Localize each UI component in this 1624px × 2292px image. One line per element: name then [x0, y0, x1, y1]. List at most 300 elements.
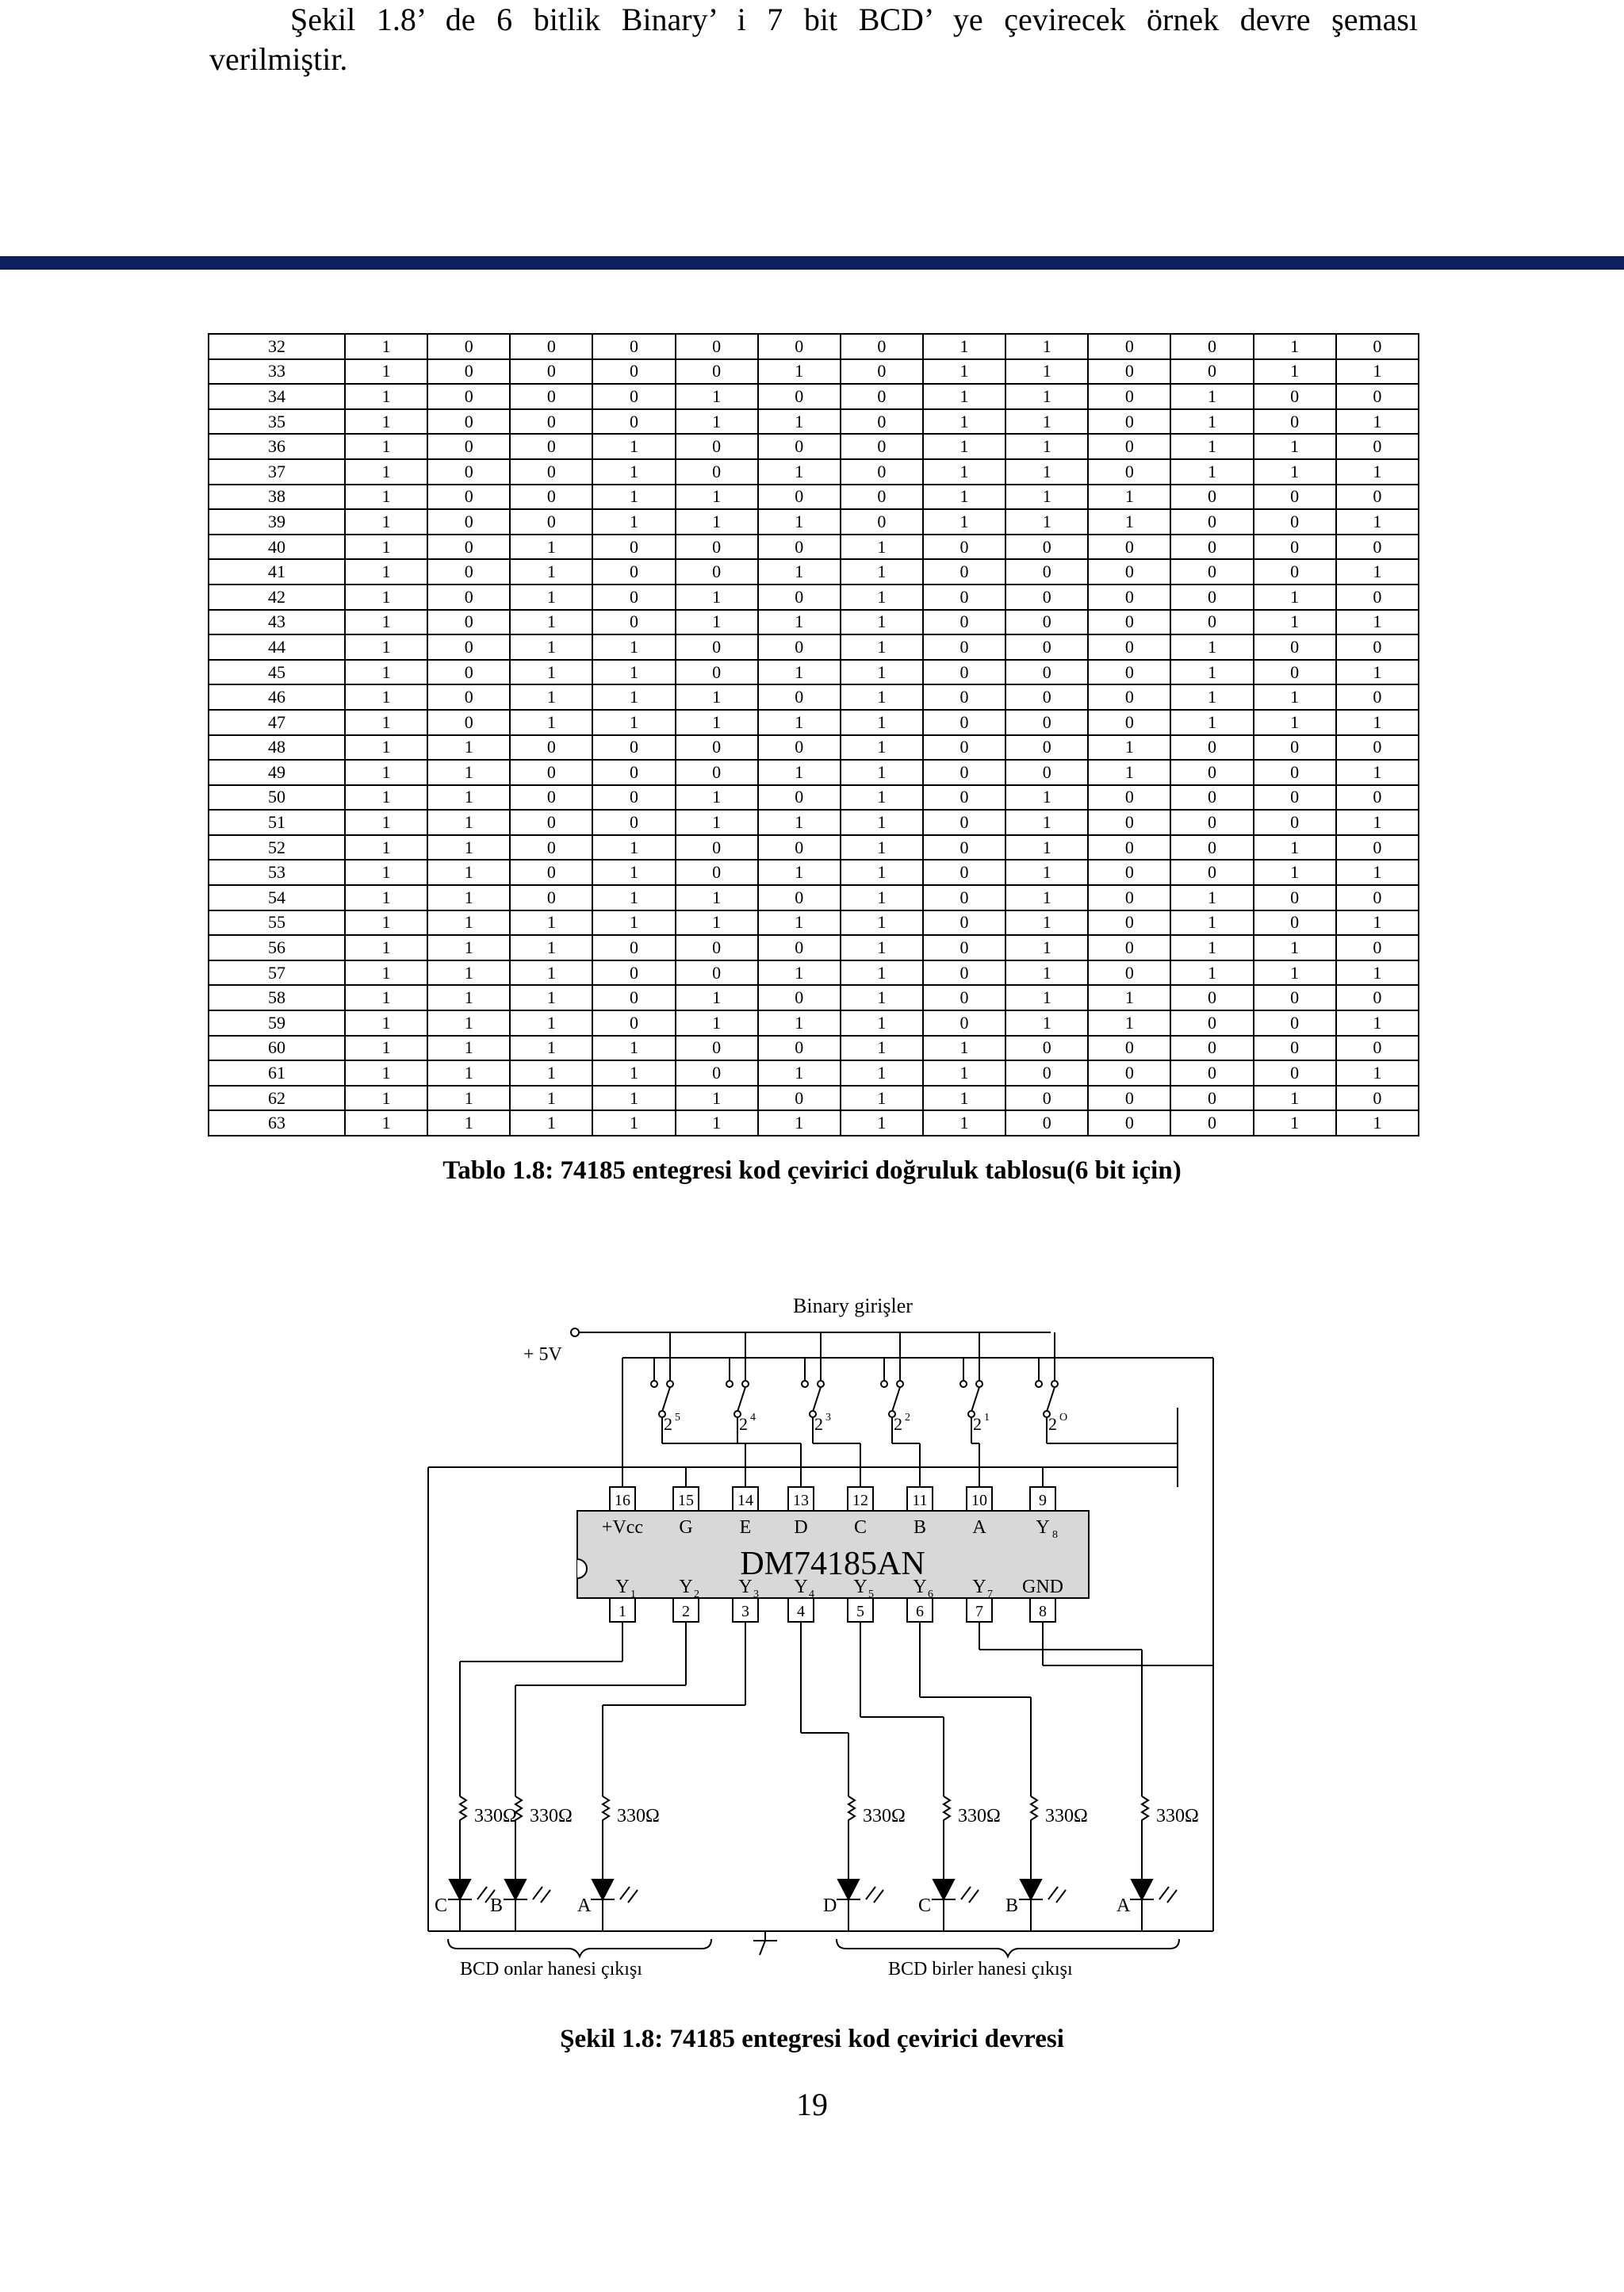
- pin-signal: B: [913, 1517, 927, 1538]
- bit-cell: 0: [841, 485, 923, 510]
- table-row: [209, 860, 1419, 885]
- row-index-cell: 61: [209, 1060, 345, 1086]
- bit-cell: 0: [427, 509, 510, 535]
- bit-cell: 1: [345, 785, 427, 811]
- bit-cell: 1: [345, 660, 427, 685]
- bit-cell: 1: [345, 1010, 427, 1036]
- bit-cell: 1: [758, 559, 841, 584]
- led-icon: [592, 1880, 613, 1899]
- bit-cell: 0: [1088, 535, 1170, 560]
- row-index-cell: 33: [209, 359, 345, 385]
- bit-cell: 1: [427, 860, 510, 885]
- led-label: C: [435, 1895, 448, 1916]
- bit-cell: 0: [758, 835, 841, 860]
- bit-cell: 0: [510, 434, 592, 459]
- bit-cell: 0: [592, 760, 675, 785]
- row-index-cell: 40: [209, 535, 345, 560]
- bit-cell: 1: [676, 710, 758, 735]
- bit-cell: 0: [758, 1036, 841, 1061]
- row-index-cell: 49: [209, 760, 345, 785]
- bit-cell: 0: [1336, 434, 1419, 459]
- bit-cell: 0: [676, 359, 758, 385]
- bit-cell: 1: [758, 459, 841, 485]
- bit-cell: 0: [841, 359, 923, 385]
- bit-cell: 0: [1170, 1110, 1253, 1136]
- bit-cell: 0: [676, 735, 758, 761]
- bit-cell: 1: [676, 785, 758, 811]
- switch-exponent: 2: [905, 1412, 910, 1424]
- bit-cell: 0: [510, 810, 592, 835]
- bit-cell: 1: [1005, 810, 1088, 835]
- circuit-diagram: [412, 1289, 1221, 1979]
- bit-cell: 1: [841, 885, 923, 910]
- bit-cell: 0: [427, 610, 510, 635]
- bit-cell: 0: [1170, 535, 1253, 560]
- bit-cell: 1: [1088, 760, 1170, 785]
- bit-cell: 1: [923, 1086, 1005, 1111]
- bit-cell: 0: [758, 935, 841, 960]
- bit-cell: 1: [676, 810, 758, 835]
- bit-cell: 0: [510, 735, 592, 761]
- bit-cell: 0: [1005, 634, 1088, 660]
- bit-cell: 1: [510, 1086, 592, 1111]
- bit-cell: 1: [345, 760, 427, 785]
- pin-signal: Y: [615, 1577, 630, 1597]
- pin-signal-subscript: 4: [809, 1589, 814, 1600]
- bit-cell: 0: [923, 935, 1005, 960]
- bit-cell: 0: [758, 535, 841, 560]
- bit-cell: 0: [592, 584, 675, 610]
- bit-cell: 0: [841, 459, 923, 485]
- bit-cell: 0: [1088, 785, 1170, 811]
- bit-cell: 0: [1254, 785, 1336, 811]
- bit-cell: 0: [1254, 735, 1336, 761]
- bit-cell: 0: [1005, 559, 1088, 584]
- bit-cell: 0: [1088, 1086, 1170, 1111]
- bit-cell: 1: [758, 660, 841, 685]
- table-row: [209, 559, 1419, 584]
- tens-output-label: BCD onlar hanesi çıkışı: [460, 1959, 642, 1979]
- bit-cell: 0: [1170, 1060, 1253, 1086]
- bit-cell: 0: [676, 459, 758, 485]
- resistor-label: 330Ω: [474, 1806, 517, 1826]
- bit-cell: 1: [1336, 610, 1419, 635]
- bit-cell: 1: [510, 634, 592, 660]
- bit-cell: 1: [841, 584, 923, 610]
- bit-cell: 1: [510, 710, 592, 735]
- bit-cell: 1: [1336, 860, 1419, 885]
- bit-cell: 1: [345, 960, 427, 986]
- bit-cell: 1: [841, 985, 923, 1010]
- pin-signal: E: [739, 1517, 752, 1538]
- bit-cell: 0: [676, 559, 758, 584]
- pin-number: 11: [912, 1492, 928, 1509]
- bit-cell: 1: [345, 409, 427, 435]
- bit-cell: 1: [345, 835, 427, 860]
- bit-cell: 1: [758, 409, 841, 435]
- bit-cell: 0: [758, 1086, 841, 1111]
- bit-cell: 0: [510, 835, 592, 860]
- truth-table: [208, 333, 1419, 1136]
- bit-cell: 1: [923, 434, 1005, 459]
- pin-signal: G: [679, 1517, 693, 1538]
- row-index-cell: 56: [209, 935, 345, 960]
- bit-cell: 1: [592, 660, 675, 685]
- bit-cell: 0: [510, 334, 592, 359]
- bit-cell: 0: [1254, 760, 1336, 785]
- led-icon: [1021, 1880, 1041, 1899]
- bit-cell: 1: [345, 1036, 427, 1061]
- resistor: [460, 1796, 466, 1844]
- bit-cell: 0: [592, 409, 675, 435]
- bit-cell: 1: [510, 935, 592, 960]
- bit-cell: 1: [676, 1010, 758, 1036]
- bit-cell: 1: [345, 509, 427, 535]
- bit-cell: 0: [1088, 409, 1170, 435]
- switch-label: 2: [664, 1414, 672, 1434]
- bit-cell: 1: [841, 935, 923, 960]
- bit-cell: 0: [1088, 960, 1170, 986]
- resistor: [1031, 1796, 1037, 1844]
- bit-cell: 1: [345, 935, 427, 960]
- table-row: [209, 710, 1419, 735]
- binary-inputs-label: Binary girişler: [793, 1294, 913, 1317]
- bit-cell: 0: [1170, 334, 1253, 359]
- bit-cell: 0: [1088, 1060, 1170, 1086]
- row-index-cell: 32: [209, 334, 345, 359]
- resistor: [944, 1796, 950, 1844]
- bit-cell: 1: [592, 1036, 675, 1061]
- bit-cell: 0: [1088, 860, 1170, 885]
- bit-cell: 0: [1170, 785, 1253, 811]
- bit-cell: 0: [923, 960, 1005, 986]
- bit-cell: 0: [1088, 684, 1170, 710]
- bit-cell: 0: [427, 559, 510, 584]
- bit-cell: 1: [841, 860, 923, 885]
- bit-cell: 0: [758, 384, 841, 409]
- pin-number: 9: [1039, 1492, 1047, 1509]
- bit-cell: 1: [345, 384, 427, 409]
- bit-cell: 0: [510, 384, 592, 409]
- pin-number: 7: [975, 1603, 983, 1620]
- bit-cell: 1: [1254, 960, 1336, 986]
- bit-cell: 1: [1336, 660, 1419, 685]
- bit-cell: 1: [427, 1110, 510, 1136]
- bit-cell: 1: [676, 1086, 758, 1111]
- bit-cell: 1: [427, 960, 510, 986]
- bit-cell: 1: [923, 359, 1005, 385]
- resistor: [848, 1796, 855, 1844]
- bit-cell: 1: [510, 610, 592, 635]
- bit-cell: 1: [345, 434, 427, 459]
- pin-number: 13: [793, 1492, 809, 1509]
- bit-cell: 1: [841, 785, 923, 811]
- bit-cell: 0: [1170, 559, 1253, 584]
- bit-cell: 1: [758, 910, 841, 936]
- bit-cell: 0: [592, 334, 675, 359]
- bit-cell: 1: [345, 885, 427, 910]
- bit-cell: 0: [510, 409, 592, 435]
- bit-cell: 0: [1336, 1036, 1419, 1061]
- led-label: A: [1116, 1895, 1131, 1916]
- bit-cell: 1: [758, 960, 841, 986]
- bit-cell: 0: [1170, 735, 1253, 761]
- bit-cell: 0: [1336, 334, 1419, 359]
- bit-cell: 0: [592, 535, 675, 560]
- row-index-cell: 51: [209, 810, 345, 835]
- row-index-cell: 35: [209, 409, 345, 435]
- bit-cell: 0: [1005, 1036, 1088, 1061]
- table-row: [209, 960, 1419, 986]
- bit-cell: 0: [1005, 660, 1088, 685]
- bit-cell: 0: [1170, 835, 1253, 860]
- bit-cell: 1: [592, 1086, 675, 1111]
- bit-cell: 0: [758, 735, 841, 761]
- bit-cell: 0: [1170, 860, 1253, 885]
- bit-cell: 0: [1088, 1110, 1170, 1136]
- bit-cell: 0: [923, 810, 1005, 835]
- bit-cell: 0: [1170, 1036, 1253, 1061]
- table-row: [209, 1110, 1419, 1136]
- bit-cell: 1: [1005, 409, 1088, 435]
- bit-cell: 0: [592, 735, 675, 761]
- bit-cell: 1: [1254, 434, 1336, 459]
- bit-cell: 1: [841, 610, 923, 635]
- truth-table-body: [209, 334, 1419, 1136]
- switch-exponent: O: [1059, 1412, 1068, 1424]
- bit-cell: 1: [841, 559, 923, 584]
- bit-cell: 1: [1336, 910, 1419, 936]
- bit-cell: 0: [427, 384, 510, 409]
- bit-cell: 0: [923, 559, 1005, 584]
- bit-cell: 0: [1005, 584, 1088, 610]
- bit-cell: 1: [1005, 334, 1088, 359]
- row-index-cell: 55: [209, 910, 345, 936]
- bit-cell: 1: [1254, 835, 1336, 860]
- bit-cell: 1: [758, 1110, 841, 1136]
- bit-cell: 0: [923, 885, 1005, 910]
- bit-cell: 0: [676, 334, 758, 359]
- bit-cell: 1: [592, 684, 675, 710]
- bit-cell: 1: [1005, 960, 1088, 986]
- bit-cell: 0: [841, 509, 923, 535]
- bit-cell: 1: [676, 684, 758, 710]
- bit-cell: 0: [676, 535, 758, 560]
- bit-cell: 0: [1336, 885, 1419, 910]
- switch-label: 2: [1048, 1414, 1057, 1434]
- bit-cell: 1: [676, 584, 758, 610]
- pin-signal-subscript: 2: [694, 1589, 699, 1600]
- bit-cell: 0: [510, 885, 592, 910]
- bit-cell: 1: [1254, 1110, 1336, 1136]
- bit-cell: 1: [1336, 459, 1419, 485]
- bit-cell: 0: [427, 359, 510, 385]
- bit-cell: 0: [676, 1036, 758, 1061]
- bit-cell: 1: [427, 1060, 510, 1086]
- table-row: [209, 384, 1419, 409]
- pin-signal: GND: [1022, 1577, 1063, 1597]
- bit-cell: 1: [841, 1036, 923, 1061]
- pin-signal-subscript: 1: [630, 1589, 636, 1600]
- bit-cell: 1: [1336, 559, 1419, 584]
- bit-cell: 0: [1088, 910, 1170, 936]
- row-index-cell: 38: [209, 485, 345, 510]
- bit-cell: 1: [345, 584, 427, 610]
- bit-cell: 0: [1088, 334, 1170, 359]
- bit-cell: 0: [1254, 1060, 1336, 1086]
- bit-cell: 0: [510, 485, 592, 510]
- pin-number: 8: [1039, 1603, 1047, 1620]
- bit-cell: 1: [427, 910, 510, 936]
- bit-cell: 0: [1088, 660, 1170, 685]
- bit-cell: 0: [1170, 810, 1253, 835]
- bit-cell: 1: [1005, 885, 1088, 910]
- bit-cell: 1: [1254, 710, 1336, 735]
- bit-cell: 0: [1336, 535, 1419, 560]
- bit-cell: 0: [1005, 735, 1088, 761]
- bit-cell: 0: [923, 634, 1005, 660]
- bit-cell: 0: [923, 785, 1005, 811]
- resistor: [603, 1796, 609, 1844]
- led-label: D: [823, 1895, 837, 1916]
- bit-cell: 0: [1254, 1036, 1336, 1061]
- pin-signal-subscript: 3: [753, 1589, 759, 1600]
- bit-cell: 1: [510, 684, 592, 710]
- bit-cell: 1: [1254, 935, 1336, 960]
- figure-caption: Şekil 1.8: 74185 entegresi kod çevirici devresi: [560, 2025, 1064, 2053]
- bit-cell: 1: [758, 1060, 841, 1086]
- bit-cell: 1: [758, 610, 841, 635]
- bit-cell: 1: [345, 735, 427, 761]
- bit-cell: 1: [923, 384, 1005, 409]
- bit-cell: 1: [841, 760, 923, 785]
- bit-cell: 0: [427, 409, 510, 435]
- bit-cell: 0: [427, 660, 510, 685]
- bit-cell: 0: [923, 910, 1005, 936]
- row-index-cell: 52: [209, 835, 345, 860]
- paragraph-line-1: Şekil 1.8’ de 6 bitlik Binary’ i 7 bit BCD’ ye çevirecek örnek devre şeması: [290, 2, 1418, 37]
- table-row: [209, 535, 1419, 560]
- table-row: [209, 610, 1419, 635]
- bit-cell: 1: [1254, 860, 1336, 885]
- table-row: [209, 584, 1419, 610]
- bit-cell: 1: [1336, 810, 1419, 835]
- bit-cell: 1: [923, 459, 1005, 485]
- bit-cell: 1: [841, 810, 923, 835]
- row-index-cell: 37: [209, 459, 345, 485]
- bit-cell: 1: [592, 1110, 675, 1136]
- bit-cell: 0: [1005, 610, 1088, 635]
- bit-cell: 1: [345, 634, 427, 660]
- bit-cell: 1: [427, 735, 510, 761]
- bit-cell: 0: [923, 584, 1005, 610]
- bit-cell: 0: [758, 584, 841, 610]
- bit-cell: 0: [923, 985, 1005, 1010]
- bit-cell: 1: [1170, 634, 1253, 660]
- pin-signal: A: [972, 1517, 986, 1538]
- bit-cell: 1: [592, 860, 675, 885]
- bit-cell: 1: [676, 610, 758, 635]
- table-row: [209, 810, 1419, 835]
- pin-signal-subscript: 6: [928, 1589, 933, 1600]
- bit-cell: 1: [1336, 760, 1419, 785]
- bit-cell: 1: [427, 835, 510, 860]
- bit-cell: 0: [510, 760, 592, 785]
- bit-cell: 0: [1336, 384, 1419, 409]
- bit-cell: 1: [592, 509, 675, 535]
- bit-cell: 0: [841, 434, 923, 459]
- switch-label: 2: [814, 1414, 823, 1434]
- bit-cell: 1: [676, 1110, 758, 1136]
- bit-cell: 0: [1088, 359, 1170, 385]
- pin-number: 3: [741, 1603, 749, 1620]
- table-row: [209, 359, 1419, 385]
- bit-cell: 1: [427, 935, 510, 960]
- bit-cell: 0: [758, 434, 841, 459]
- table-row: [209, 684, 1419, 710]
- bit-cell: 0: [1254, 910, 1336, 936]
- bit-cell: 0: [758, 684, 841, 710]
- bit-cell: 1: [1170, 935, 1253, 960]
- bit-cell: 0: [427, 535, 510, 560]
- bit-cell: 0: [592, 935, 675, 960]
- pin-signal-subscript: 7: [987, 1589, 993, 1600]
- pin-signal-subscript: 8: [1052, 1529, 1058, 1541]
- bit-cell: 1: [592, 485, 675, 510]
- bit-cell: 0: [1005, 535, 1088, 560]
- bit-cell: 1: [345, 334, 427, 359]
- bit-cell: 1: [345, 710, 427, 735]
- header-rule: [0, 256, 1624, 270]
- bit-cell: 0: [592, 1010, 675, 1036]
- bit-cell: 0: [841, 409, 923, 435]
- bit-cell: 0: [676, 760, 758, 785]
- bit-cell: 1: [1336, 409, 1419, 435]
- table-row: [209, 985, 1419, 1010]
- bit-cell: 1: [1170, 710, 1253, 735]
- bit-cell: 0: [758, 785, 841, 811]
- bit-cell: 1: [510, 1060, 592, 1086]
- bit-cell: 1: [510, 1036, 592, 1061]
- row-index-cell: 58: [209, 985, 345, 1010]
- bit-cell: 1: [758, 509, 841, 535]
- pin-number: 12: [852, 1492, 868, 1509]
- table-row: [209, 434, 1419, 459]
- bit-cell: 0: [923, 710, 1005, 735]
- bit-cell: 1: [841, 835, 923, 860]
- bit-cell: 1: [676, 509, 758, 535]
- led-label: B: [1005, 1895, 1019, 1916]
- bit-cell: 1: [676, 384, 758, 409]
- bit-cell: 1: [758, 860, 841, 885]
- bit-cell: 0: [676, 960, 758, 986]
- pin-signal: Y: [853, 1577, 868, 1597]
- table-row: [209, 835, 1419, 860]
- bit-cell: 1: [923, 1060, 1005, 1086]
- row-index-cell: 36: [209, 434, 345, 459]
- led-label: B: [490, 1895, 504, 1916]
- pin-number: 1: [619, 1603, 626, 1620]
- bit-cell: 1: [1254, 610, 1336, 635]
- row-index-cell: 59: [209, 1010, 345, 1036]
- bit-cell: 1: [427, 1010, 510, 1036]
- pin-signal: Y: [913, 1577, 927, 1597]
- bit-cell: 1: [510, 559, 592, 584]
- bit-cell: 1: [345, 684, 427, 710]
- bit-cell: 1: [592, 459, 675, 485]
- bit-cell: 0: [1254, 810, 1336, 835]
- bit-cell: 1: [676, 885, 758, 910]
